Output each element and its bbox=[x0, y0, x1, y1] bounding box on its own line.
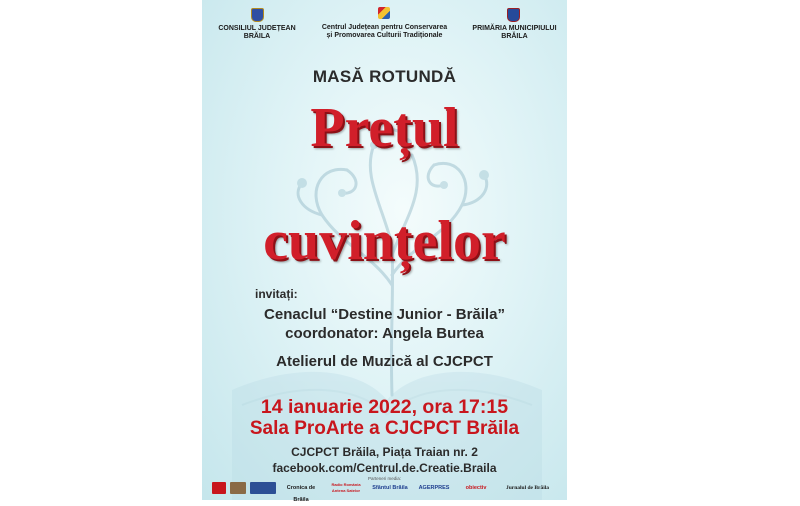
media-partners-strip bbox=[212, 482, 557, 503]
media-logo-jurnalul: Jurnalul de Brăila bbox=[505, 485, 550, 491]
media-logo-cronica: Cronica de Brăila bbox=[286, 485, 316, 503]
event-type: MASĂ ROTUNDĂ bbox=[312, 67, 457, 86]
cjcpct-logo-icon bbox=[378, 7, 390, 19]
guest-cenaclu: Cenaclul “Destine Junior - Brăila” bbox=[264, 306, 505, 323]
media-logo-agerpres: AGERPRES bbox=[418, 485, 450, 491]
partner-logo-blue-icon bbox=[250, 482, 276, 494]
event-address: CJCPCT Brăila, Piața Traian nr. 2 bbox=[291, 445, 478, 459]
partner-cjcpct: Centrul Județean pentru Conservarea și Promovarea Culturii Tradiționale bbox=[321, 24, 448, 39]
guest-coordinator: coordonator: Angela Burtea bbox=[285, 325, 484, 342]
partner-county-council: CONSILIUL JUDEȚEAN BRĂILA bbox=[218, 25, 296, 40]
media-logo-radio: Radio România Antena Satelor bbox=[331, 482, 361, 493]
county-council-crest-icon bbox=[251, 8, 264, 22]
partner-city-hall: PRIMĂRIA MUNICIPIULUI BRĂILA bbox=[472, 25, 557, 40]
event-date-time: 14 ianuarie 2022, ora 17:15 bbox=[260, 396, 509, 418]
media-logo-sfantul: Sfântul Brăila bbox=[372, 485, 408, 491]
guest-music-workshop: Atelierul de Muzică al CJCPCT bbox=[276, 353, 493, 370]
media-partners-label: Parteneri media: bbox=[367, 476, 402, 481]
media-logo-obiectiv: obiectiv bbox=[465, 485, 487, 491]
partner-logo-photo-icon bbox=[230, 482, 246, 494]
partner-logo-red-icon bbox=[212, 482, 226, 494]
city-hall-crest-icon bbox=[507, 8, 520, 22]
facebook-link[interactable]: facebook.com/Centrul.de.Creatie.Braila bbox=[272, 461, 497, 475]
event-title-line2: cuvințelor bbox=[263, 210, 506, 272]
event-poster bbox=[202, 0, 567, 503]
event-venue: Sala ProArte a CJCPCT Brăila bbox=[249, 418, 520, 439]
guests-label: invitați: bbox=[255, 287, 298, 301]
event-title-line1: Prețul bbox=[310, 97, 459, 159]
